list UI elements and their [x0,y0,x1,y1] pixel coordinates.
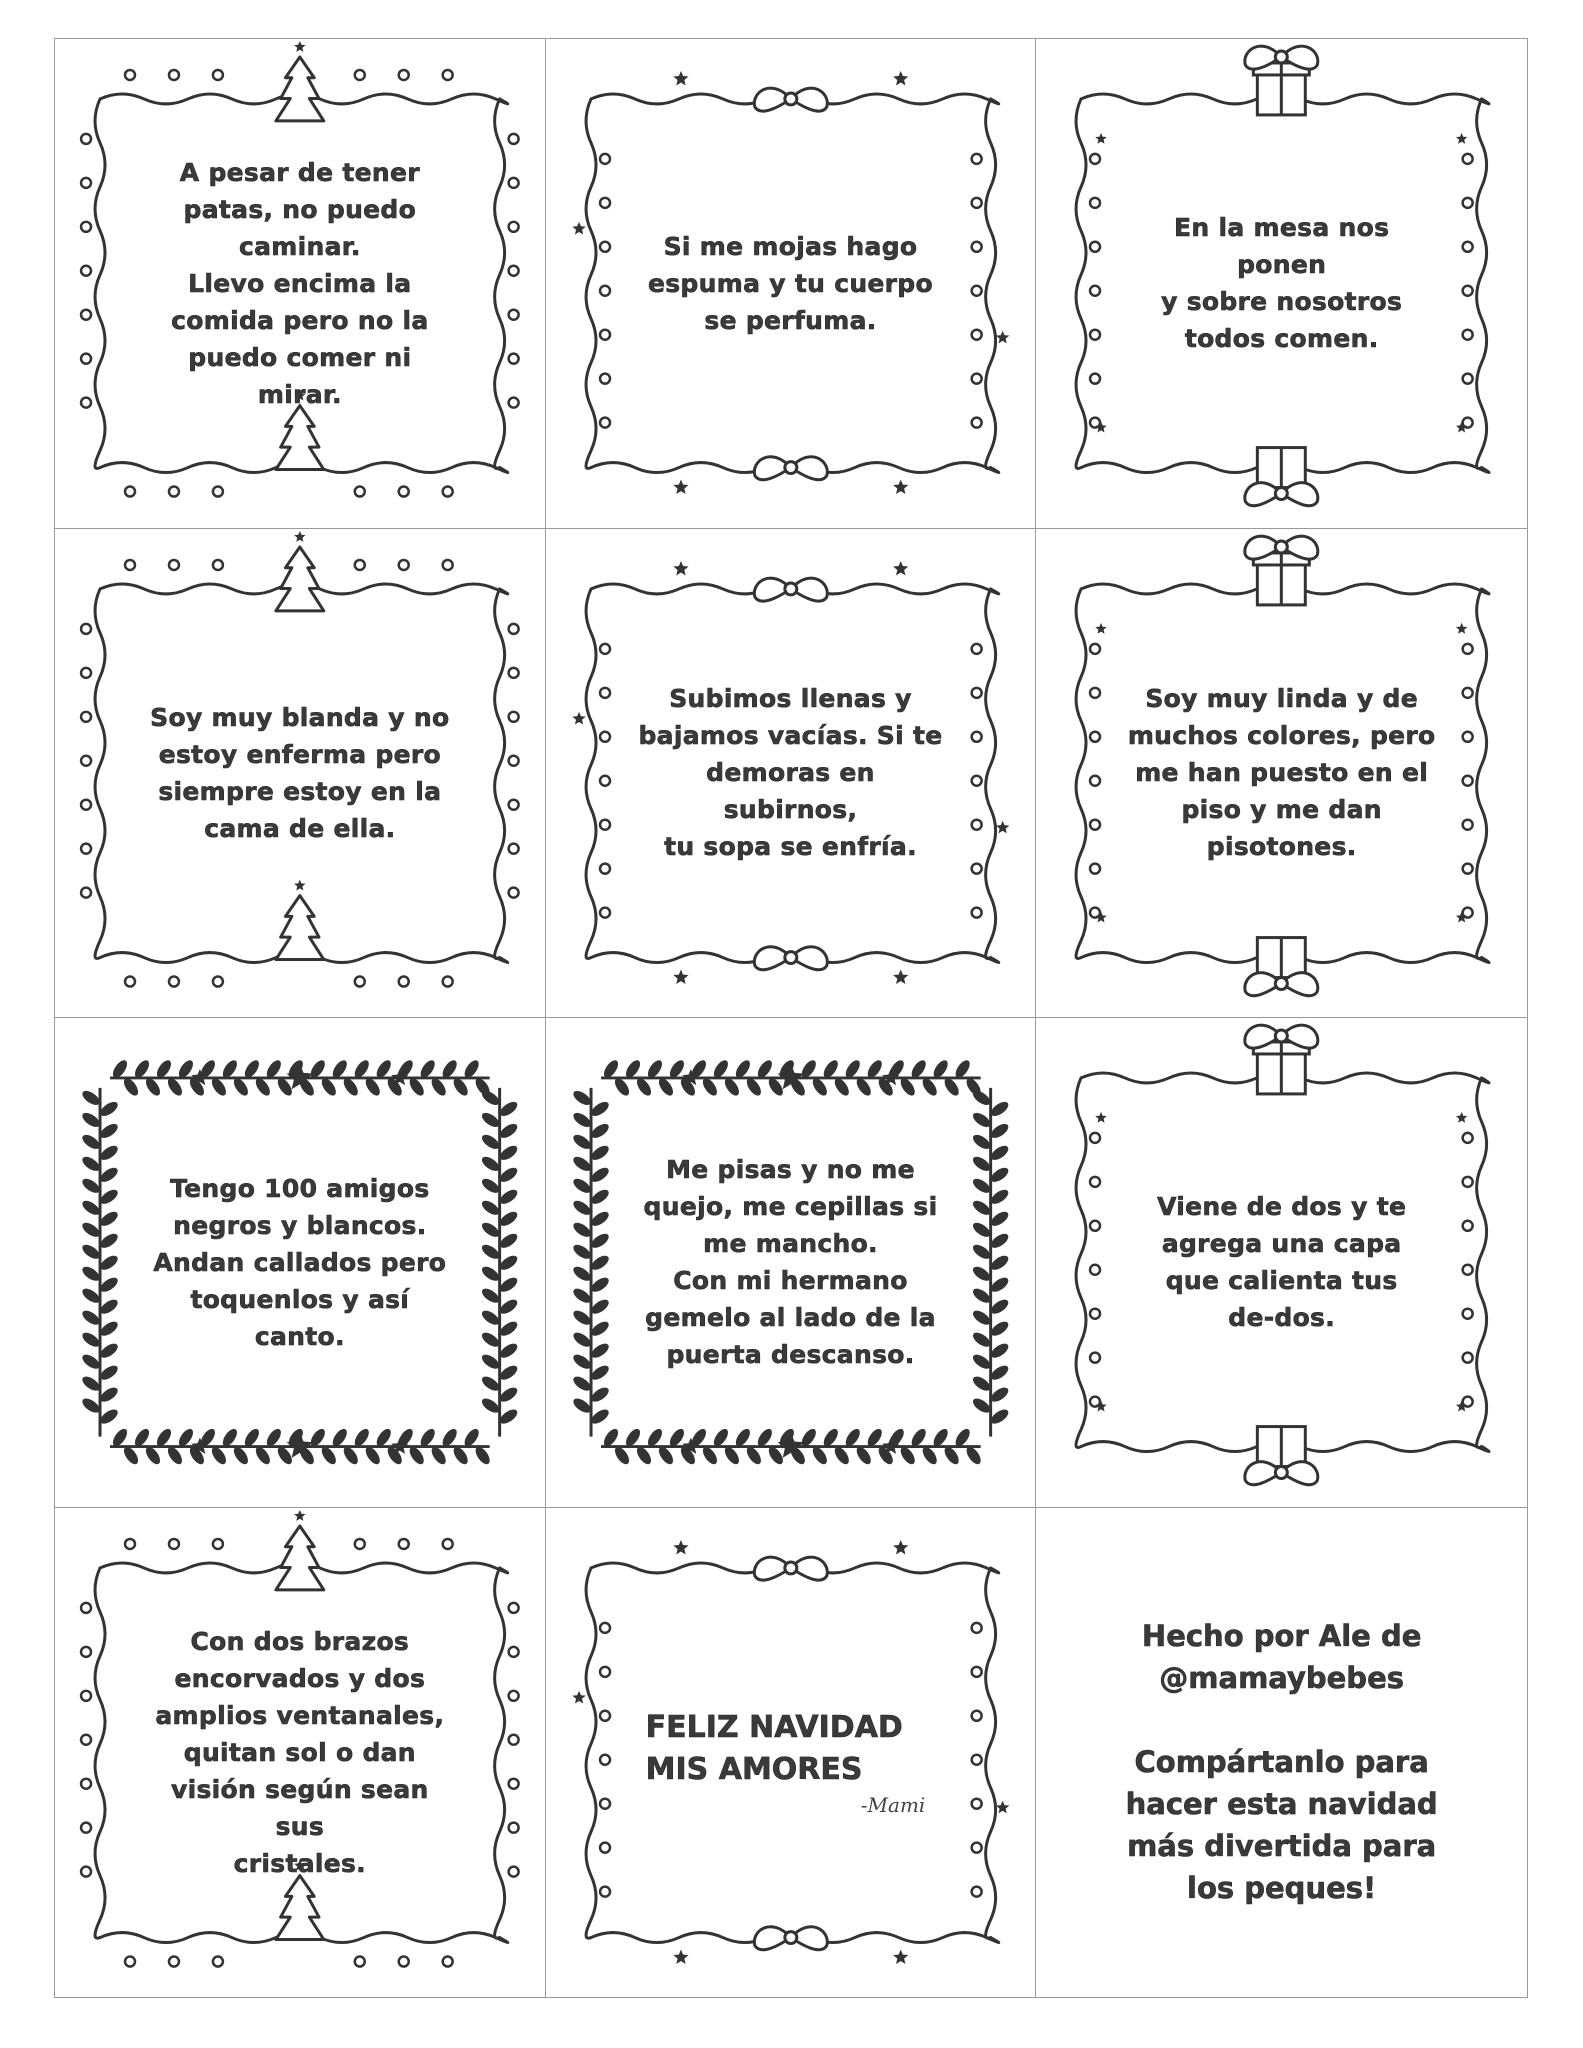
riddle-text: Me pisas y no me quejo, me cepillas si me mancho. Con mi hermano gemelo al lado de la puerta descanso. [643,1155,938,1370]
riddle-text: Soy muy blanda y no estoy enferma pero siempre estoy en la cama de ella. [150,702,450,843]
riddle-card-6 [1036,529,1527,1019]
greeting-title: FELIZ NAVIDAD MIS AMORES [645,1710,903,1788]
riddle-card-sheet [54,38,1528,1998]
greeting-signature: -Mami [860,1793,926,1818]
greeting-card [546,1508,1037,1998]
riddle-card-5 [546,529,1037,1019]
riddle-text: Con dos brazos encorvados y dos amplios ventanales, quitan sol o dan visión según sean sus cristales. [155,1626,445,1878]
riddle-text: A pesar de tener patas, no puedo caminar. Llevo encima la comida pero no la puedo comer ni mirar. [171,157,429,409]
riddle-text: Soy muy linda y de muchos colores, pero me han puesto en el piso y me dan pisotones. [1127,684,1436,862]
riddle-card-10 [55,1508,546,1998]
credit-text: Hecho por Ale de @mamaybebes Compártanlo para hacer esta navidad más divertida para los peques! [1125,1619,1438,1906]
riddle-card-2 [546,39,1037,529]
greeting-block [646,1678,936,1848]
riddle-card-3 [1036,39,1527,529]
riddle-card-4 [55,529,546,1019]
credit-card [1036,1508,1527,1998]
riddle-card-9 [1036,1018,1527,1508]
riddle-card-7 [55,1018,546,1508]
riddle-text: Subimos llenas y bajamos vacías. Si te demoras en subirnos, tu sopa se enfría. [638,684,943,862]
riddle-card-1 [55,39,546,529]
riddle-card-8 [546,1018,1037,1508]
riddle-text: Viene de dos y te agrega una capa que calienta tus de-dos. [1157,1192,1407,1333]
riddle-text: En la mesa nos ponen y sobre nosotros todos comen. [1161,213,1403,354]
riddle-text: Tengo 100 amigos negros y blancos. Andan callados pero toquenlos y así canto. [153,1173,447,1351]
riddle-text: Si me mojas hago espuma y tu cuerpo se perfuma. [648,231,933,335]
